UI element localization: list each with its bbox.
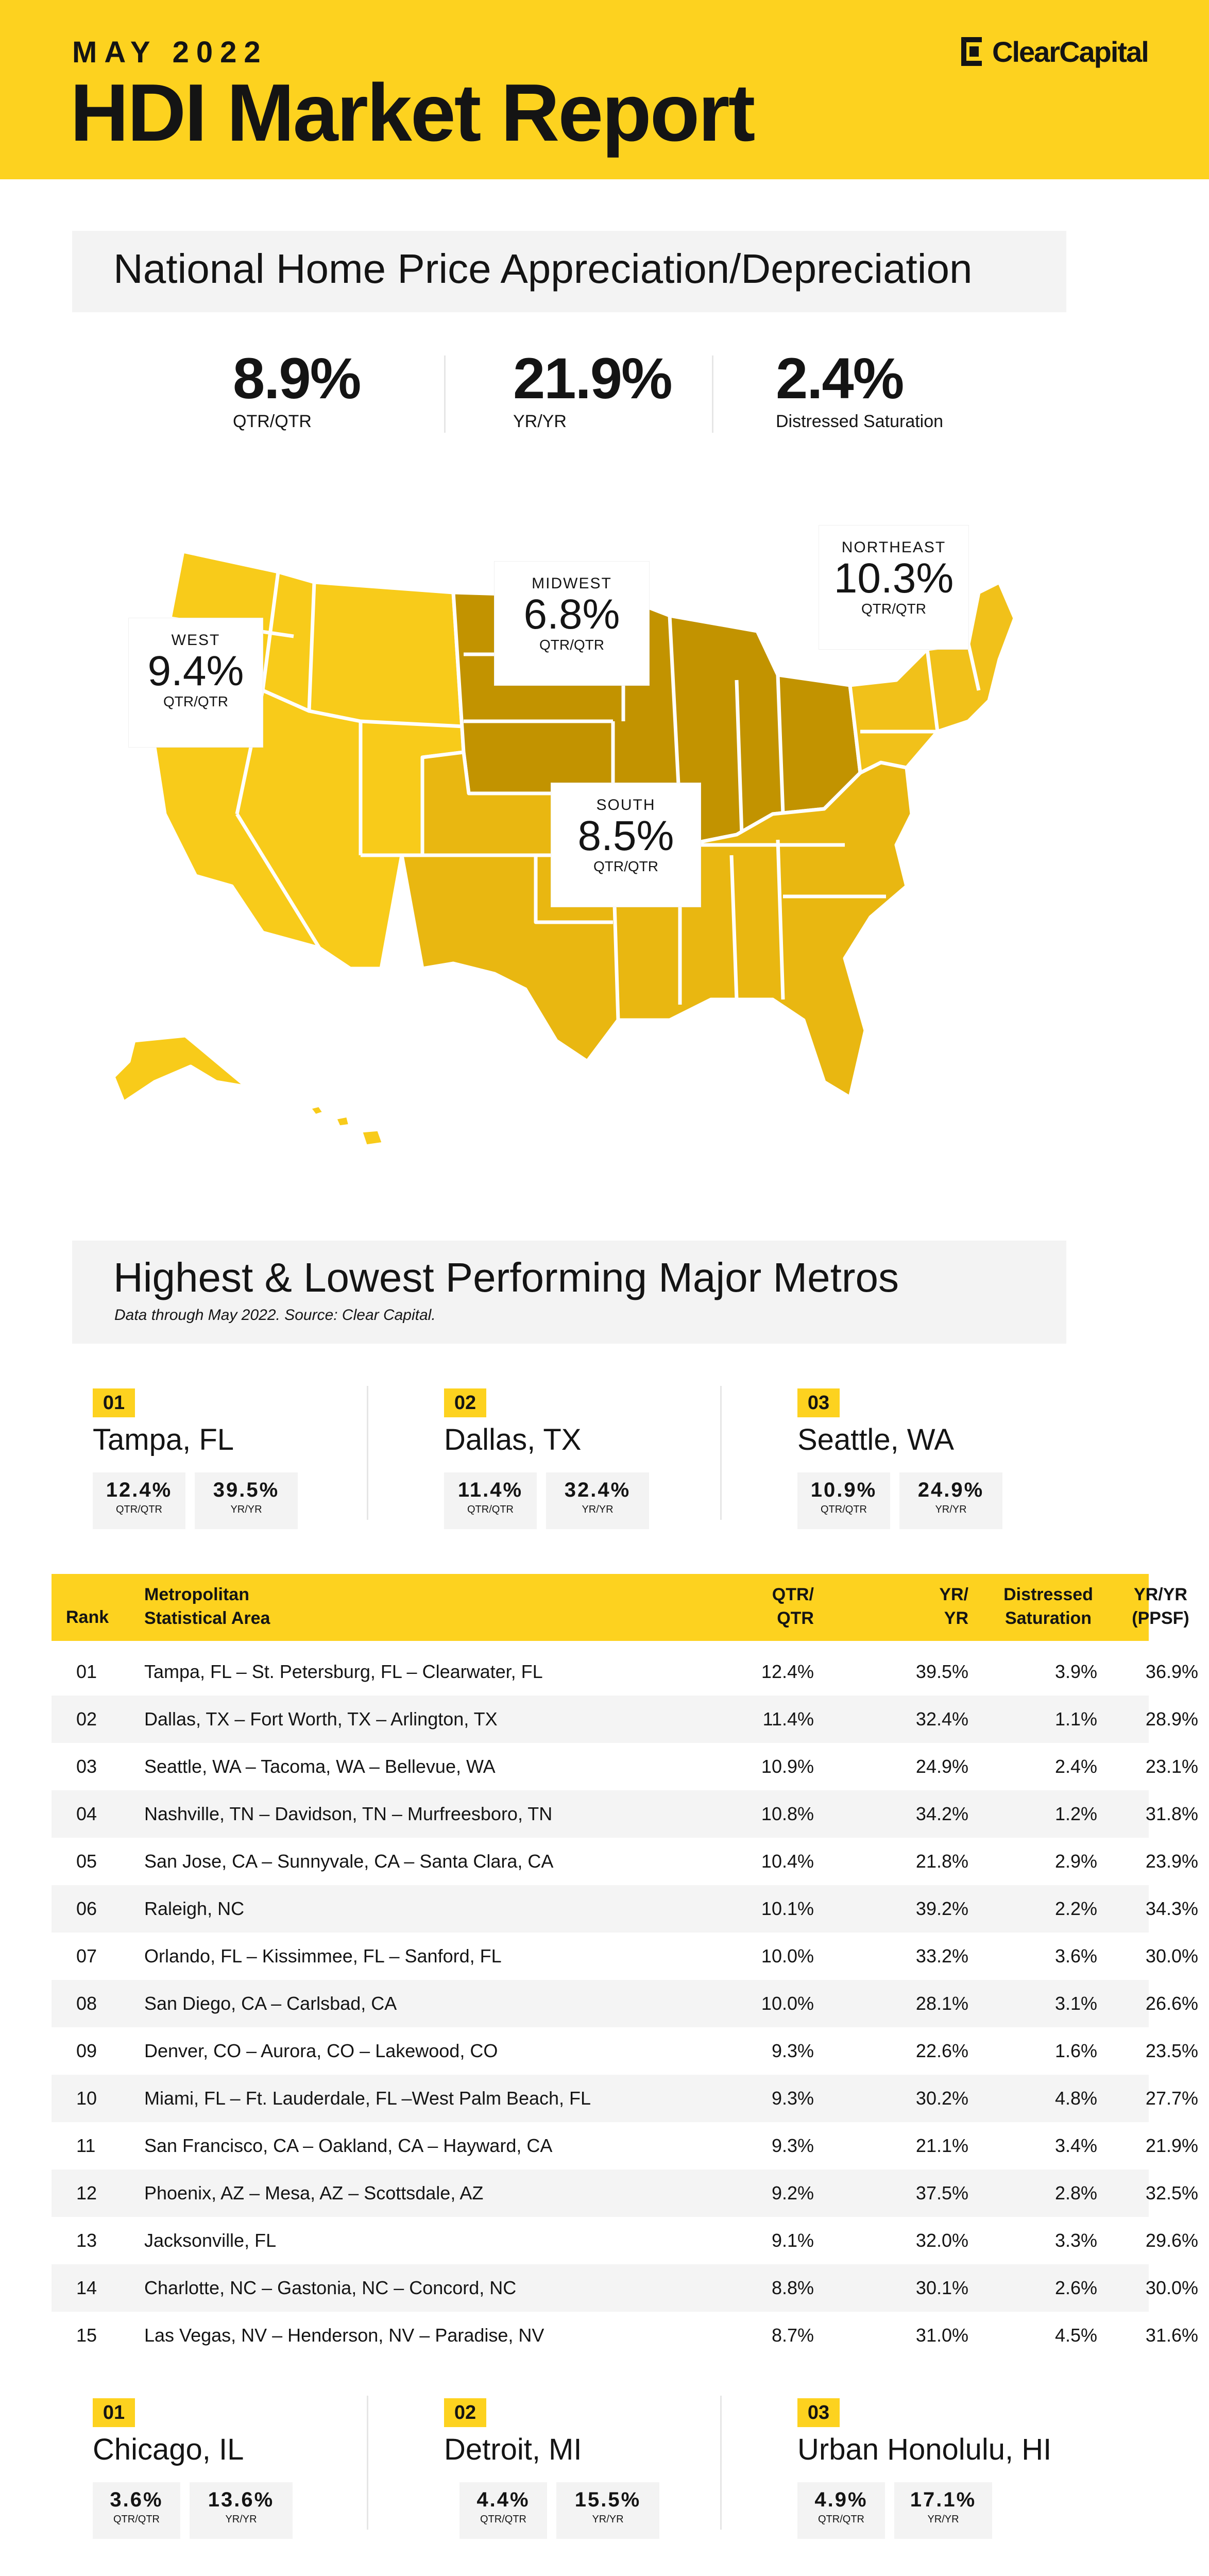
cell-ppsf: 27.7% bbox=[1145, 2088, 1198, 2109]
report-title: HDI Market Report bbox=[70, 67, 754, 158]
card-divider bbox=[720, 1386, 722, 1520]
th-metro-line2: Statistical Area bbox=[144, 1608, 270, 1628]
stat-divider bbox=[712, 355, 713, 433]
top-metro-card bbox=[797, 1388, 1086, 1543]
stat-yr-value: 21.9% bbox=[513, 346, 672, 411]
cell-yr: 33.2% bbox=[915, 1945, 968, 1967]
cell-qtr: 9.3% bbox=[771, 2135, 814, 2156]
th-qtr-line1: QTR/ bbox=[772, 1585, 814, 1604]
cell-metro-area: San Jose, CA – Sunnyvale, CA – Santa Clara, CA bbox=[144, 1851, 554, 1872]
region-metric-label: QTR/QTR bbox=[163, 693, 228, 710]
cell-metro-area: Nashville, TN – Davidson, TN – Murfreesboro, TN bbox=[144, 1803, 553, 1824]
chip-label: YR/YR bbox=[582, 1504, 614, 1515]
table-row bbox=[52, 1838, 1198, 1885]
cell-ppsf: 23.9% bbox=[1145, 1851, 1198, 1872]
chip-yr bbox=[899, 1472, 1002, 1529]
cell-metro-area: Orlando, FL – Kissimmee, FL – Sanford, FL bbox=[144, 1945, 502, 1967]
th-qtr-line2: QTR bbox=[777, 1608, 814, 1628]
cell-distressed: 4.8% bbox=[1054, 2088, 1097, 2109]
chip-label: YR/YR bbox=[592, 2514, 624, 2525]
rank-badge: 03 bbox=[797, 1388, 840, 1417]
national-title: National Home Price Appreciation/Depreciation bbox=[113, 246, 973, 292]
logo-mark-icon bbox=[958, 35, 985, 68]
table-row bbox=[52, 1696, 1198, 1743]
chip-qtr bbox=[797, 1472, 890, 1529]
cell-ppsf: 30.0% bbox=[1145, 1945, 1198, 1967]
chip-label: QTR/QTR bbox=[467, 1504, 514, 1515]
chip-value: 12.4% bbox=[106, 1479, 173, 1501]
region-value: 9.4% bbox=[147, 648, 244, 694]
chip-label: QTR/QTR bbox=[818, 2514, 864, 2525]
table-row bbox=[52, 1743, 1198, 1790]
stat-distressed-label: Distressed Saturation bbox=[776, 412, 944, 431]
cell-yr: 22.6% bbox=[915, 2040, 968, 2061]
cell-yr: 21.8% bbox=[915, 1851, 968, 1872]
region-name: SOUTH bbox=[596, 796, 656, 814]
cell-distressed: 2.2% bbox=[1054, 1898, 1097, 1919]
cell-rank: 11 bbox=[76, 2135, 96, 2156]
th-dist-line2: Saturation bbox=[1004, 1608, 1092, 1628]
table-row bbox=[52, 2027, 1198, 2075]
cell-distressed: 4.5% bbox=[1054, 2325, 1097, 2346]
stat-qtr-value: 8.9% bbox=[233, 346, 361, 411]
cell-ppsf: 26.6% bbox=[1145, 1993, 1198, 2014]
cell-metro-area: Dallas, TX – Fort Worth, TX – Arlington, TX bbox=[144, 1708, 498, 1730]
chip-label: QTR/QTR bbox=[116, 1504, 162, 1515]
header-banner bbox=[0, 0, 1209, 179]
cell-ppsf: 36.9% bbox=[1145, 1661, 1198, 1682]
table-row bbox=[52, 2312, 1198, 2359]
chip-yr bbox=[556, 2482, 659, 2539]
region-name: WEST bbox=[171, 632, 220, 649]
stat-divider bbox=[444, 355, 446, 433]
cell-distressed: 2.4% bbox=[1054, 1756, 1097, 1777]
cell-ppsf: 29.6% bbox=[1145, 2230, 1198, 2251]
cell-yr: 34.2% bbox=[915, 1803, 968, 1824]
cell-yr: 39.5% bbox=[915, 1661, 968, 1682]
cell-rank: 09 bbox=[76, 2040, 97, 2061]
cell-metro-area: Denver, CO – Aurora, CO – Lakewood, CO bbox=[144, 2040, 498, 2061]
stat-distressed-value: 2.4% bbox=[776, 346, 904, 411]
cell-ppsf: 28.9% bbox=[1145, 1708, 1198, 1730]
cell-rank: 06 bbox=[76, 1898, 97, 1919]
rank-badge: 02 bbox=[444, 2398, 486, 2427]
rank-badge: 01 bbox=[93, 1388, 135, 1417]
cell-qtr: 10.0% bbox=[761, 1945, 814, 1967]
chip-qtr bbox=[444, 1472, 537, 1529]
cell-metro-area: Raleigh, NC bbox=[144, 1898, 245, 1919]
cell-qtr: 10.0% bbox=[761, 1993, 814, 2014]
cell-qtr: 8.7% bbox=[771, 2325, 814, 2346]
cell-rank: 08 bbox=[76, 1993, 97, 2014]
chip-value: 3.6% bbox=[110, 2488, 163, 2511]
cell-qtr: 10.1% bbox=[761, 1898, 814, 1919]
rank-badge: 02 bbox=[444, 1388, 486, 1417]
cell-qtr: 10.4% bbox=[761, 1851, 814, 1872]
metro-name: Seattle, WA bbox=[797, 1423, 955, 1456]
cell-rank: 07 bbox=[76, 1945, 97, 1967]
cell-distressed: 1.2% bbox=[1054, 1803, 1097, 1824]
region-value: 6.8% bbox=[523, 591, 620, 638]
cell-metro-area: Seattle, WA – Tacoma, WA – Bellevue, WA bbox=[144, 1756, 496, 1777]
metros-source-note: Data through May 2022. Source: Clear Capital. bbox=[114, 1307, 436, 1324]
cell-distressed: 3.3% bbox=[1054, 2230, 1097, 2251]
table-row bbox=[52, 1790, 1198, 1838]
th-yr-line1: YR/ bbox=[939, 1585, 968, 1604]
region-metric-label: QTR/QTR bbox=[861, 601, 926, 617]
cell-distressed: 3.9% bbox=[1054, 1661, 1097, 1682]
chip-yr bbox=[190, 2482, 293, 2539]
cell-ppsf: 32.5% bbox=[1145, 2182, 1198, 2204]
cell-metro-area: Jacksonville, FL bbox=[144, 2230, 277, 2251]
cell-rank: 14 bbox=[76, 2277, 97, 2298]
cell-ppsf: 21.9% bbox=[1145, 2135, 1198, 2156]
table-row bbox=[52, 2217, 1198, 2264]
region-name: MIDWEST bbox=[532, 575, 612, 592]
th-qtr bbox=[752, 1583, 814, 1631]
cell-rank: 02 bbox=[76, 1708, 97, 1730]
table-row bbox=[52, 1933, 1198, 1980]
cell-rank: 03 bbox=[76, 1756, 97, 1777]
card-divider bbox=[367, 1386, 368, 1520]
chip-value: 39.5% bbox=[213, 1479, 280, 1501]
cell-yr: 21.1% bbox=[915, 2135, 968, 2156]
chip-value: 17.1% bbox=[910, 2488, 977, 2511]
stat-qtr bbox=[233, 345, 360, 432]
metro-name: Chicago, IL bbox=[93, 2433, 244, 2466]
cell-rank: 13 bbox=[76, 2230, 97, 2251]
cell-qtr: 11.4% bbox=[762, 1708, 814, 1730]
cell-distressed: 1.6% bbox=[1054, 2040, 1097, 2061]
th-rank: Rank bbox=[66, 1607, 109, 1627]
chip-qtr bbox=[93, 2482, 180, 2539]
national-title-panel bbox=[72, 231, 1066, 312]
stat-distressed bbox=[776, 345, 943, 432]
chip-label: YR/YR bbox=[225, 2514, 257, 2525]
callout-west bbox=[129, 618, 263, 747]
chip-label: YR/YR bbox=[230, 1504, 262, 1515]
cell-metro-area: Miami, FL – Ft. Lauderdale, FL –West Palm Beach, FL bbox=[144, 2088, 591, 2109]
cell-distressed: 2.8% bbox=[1054, 2182, 1097, 2204]
th-ppsf-line2: (PPSF) bbox=[1132, 1608, 1189, 1628]
map-region-hawaii bbox=[309, 1105, 384, 1146]
cell-qtr: 9.3% bbox=[771, 2088, 814, 2109]
chip-value: 13.6% bbox=[208, 2488, 275, 2511]
bottom-metro-card bbox=[797, 2398, 1117, 2553]
cell-metro-area: Phoenix, AZ – Mesa, AZ – Scottsdale, AZ bbox=[144, 2182, 484, 2204]
cell-qtr: 9.2% bbox=[771, 2182, 814, 2204]
cell-rank: 01 bbox=[76, 1661, 97, 1682]
chip-value: 4.9% bbox=[814, 2488, 868, 2511]
metros-title-panel bbox=[72, 1241, 1066, 1344]
cell-qtr: 10.8% bbox=[761, 1803, 814, 1824]
metro-name: Tampa, FL bbox=[93, 1423, 234, 1456]
chip-label: QTR/QTR bbox=[113, 2514, 160, 2525]
logo-text: ClearCapital bbox=[992, 35, 1148, 68]
chip-value: 32.4% bbox=[564, 1479, 631, 1501]
bottom-metro-card bbox=[93, 2398, 381, 2553]
cell-qtr: 9.3% bbox=[771, 2040, 814, 2061]
cell-yr: 37.5% bbox=[915, 2182, 968, 2204]
stat-yr bbox=[513, 345, 672, 432]
cell-qtr: 12.4% bbox=[761, 1661, 814, 1682]
cell-distressed: 1.1% bbox=[1054, 1708, 1097, 1730]
chip-label: YR/YR bbox=[935, 1504, 967, 1515]
cell-yr: 30.2% bbox=[915, 2088, 968, 2109]
callout-south bbox=[551, 783, 701, 907]
region-value: 8.5% bbox=[577, 812, 674, 859]
cell-metro-area: San Diego, CA – Carlsbad, CA bbox=[144, 1993, 397, 2014]
table-body bbox=[52, 1648, 1198, 2359]
chip-label: YR/YR bbox=[927, 2514, 959, 2525]
cell-qtr: 10.9% bbox=[761, 1756, 814, 1777]
card-divider bbox=[367, 2396, 368, 2530]
cell-metro-area: San Francisco, CA – Oakland, CA – Hayward, CA bbox=[144, 2135, 553, 2156]
top-metro-card bbox=[93, 1388, 381, 1543]
cell-distressed: 3.1% bbox=[1054, 1993, 1097, 2014]
table-row bbox=[52, 1980, 1198, 2027]
stat-yr-label: YR/YR bbox=[513, 412, 567, 431]
chip-yr bbox=[546, 1472, 649, 1529]
chip-yr bbox=[894, 2482, 992, 2539]
callout-midwest bbox=[495, 562, 649, 685]
map-region-alaska bbox=[113, 1036, 247, 1103]
chip-value: 15.5% bbox=[574, 2488, 641, 2511]
cell-yr: 30.1% bbox=[915, 2277, 968, 2298]
cell-yr: 31.0% bbox=[915, 2325, 968, 2346]
metro-name: Dallas, TX bbox=[444, 1423, 582, 1456]
cell-metro-area: Tampa, FL – St. Petersburg, FL – Clearwater, FL bbox=[144, 1661, 543, 1682]
cell-qtr: 9.1% bbox=[771, 2230, 814, 2251]
chip-qtr bbox=[797, 2482, 885, 2539]
top-metros-table bbox=[52, 1574, 1198, 2359]
th-ppsf-line1: YR/YR bbox=[1134, 1585, 1187, 1604]
table-header bbox=[52, 1574, 1189, 1641]
region-name: NORTHEAST bbox=[841, 539, 946, 556]
th-distressed bbox=[999, 1583, 1097, 1631]
cell-ppsf: 30.0% bbox=[1145, 2277, 1198, 2298]
cell-metro-area: Las Vegas, NV – Henderson, NV – Paradise, NV bbox=[144, 2325, 544, 2346]
chip-qtr bbox=[93, 1472, 185, 1529]
cell-yr: 39.2% bbox=[915, 1898, 968, 1919]
region-metric-label: QTR/QTR bbox=[593, 858, 658, 875]
cell-distressed: 3.4% bbox=[1054, 2135, 1097, 2156]
th-metro-line1: Metropolitan bbox=[144, 1585, 249, 1604]
region-metric-label: QTR/QTR bbox=[539, 637, 604, 653]
callout-northeast bbox=[819, 526, 968, 649]
table-row bbox=[52, 2075, 1198, 2122]
stat-qtr-label: QTR/QTR bbox=[233, 412, 312, 431]
chip-value: 4.4% bbox=[476, 2488, 530, 2511]
cell-distressed: 2.6% bbox=[1054, 2277, 1097, 2298]
th-yr bbox=[886, 1583, 968, 1631]
cell-qtr: 8.8% bbox=[771, 2277, 814, 2298]
bottom-metro-card bbox=[444, 2398, 733, 2553]
cell-ppsf: 31.6% bbox=[1145, 2325, 1198, 2346]
cell-ppsf: 23.5% bbox=[1145, 2040, 1198, 2061]
th-ppsf bbox=[1123, 1583, 1198, 1631]
chip-value: 10.9% bbox=[810, 1479, 877, 1501]
cell-rank: 12 bbox=[76, 2182, 97, 2204]
table-row bbox=[52, 2170, 1198, 2217]
table-row bbox=[52, 1885, 1198, 1933]
region-value: 10.3% bbox=[833, 555, 954, 602]
rank-badge: 01 bbox=[93, 2398, 135, 2427]
chip-label: QTR/QTR bbox=[480, 2514, 526, 2525]
cell-rank: 05 bbox=[76, 1851, 97, 1872]
cell-metro-area: Charlotte, NC – Gastonia, NC – Concord, NC bbox=[144, 2277, 517, 2298]
cell-rank: 04 bbox=[76, 1803, 97, 1824]
card-divider bbox=[720, 2396, 722, 2530]
cell-rank: 10 bbox=[76, 2088, 97, 2109]
clear-capital-logo bbox=[958, 31, 1148, 72]
rank-badge: 03 bbox=[797, 2398, 840, 2427]
table-row bbox=[52, 2122, 1198, 2170]
cell-distressed: 2.9% bbox=[1054, 1851, 1097, 1872]
th-metro bbox=[144, 1583, 270, 1631]
th-yr-line2: YR bbox=[944, 1608, 968, 1628]
report-date: MAY 2022 bbox=[72, 36, 268, 69]
cell-rank: 15 bbox=[76, 2325, 97, 2346]
metro-name: Detroit, MI bbox=[444, 2433, 582, 2466]
chip-value: 24.9% bbox=[917, 1479, 984, 1501]
table-row bbox=[52, 2264, 1198, 2312]
top-metro-card bbox=[444, 1388, 733, 1543]
cell-ppsf: 31.8% bbox=[1145, 1803, 1198, 1824]
cell-yr: 32.4% bbox=[915, 1708, 968, 1730]
chip-value: 11.4% bbox=[457, 1479, 523, 1501]
th-dist-line1: Distressed bbox=[1003, 1585, 1093, 1604]
chip-label: QTR/QTR bbox=[821, 1504, 867, 1515]
cell-ppsf: 23.1% bbox=[1145, 1756, 1198, 1777]
cell-yr: 24.9% bbox=[915, 1756, 968, 1777]
cell-yr: 28.1% bbox=[915, 1993, 968, 2014]
metros-title: Highest & Lowest Performing Major Metros bbox=[113, 1255, 899, 1300]
metro-name: Urban Honolulu, HI bbox=[797, 2433, 1052, 2466]
chip-qtr bbox=[459, 2482, 547, 2539]
chip-yr bbox=[195, 1472, 298, 1529]
cell-ppsf: 34.3% bbox=[1145, 1898, 1198, 1919]
cell-distressed: 3.6% bbox=[1054, 1945, 1097, 1967]
table-row bbox=[52, 1648, 1198, 1696]
cell-yr: 32.0% bbox=[915, 2230, 968, 2251]
